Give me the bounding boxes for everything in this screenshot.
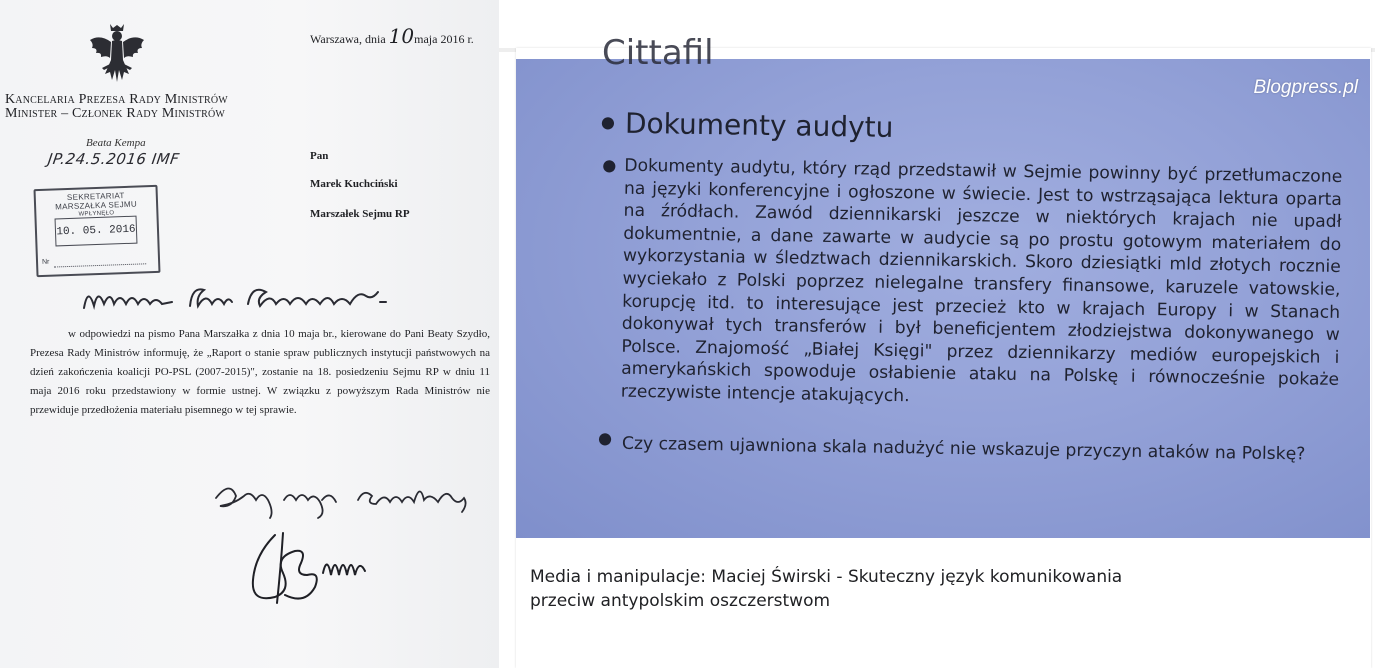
caption-line-2: przeciw antypolskim oszczerstwom [530, 591, 831, 611]
date-prefix: Warszawa, dnia [310, 32, 386, 46]
recipient-name: Marek Kuchciński [310, 178, 398, 190]
stamp-date: 10. 05. 2016 [55, 216, 138, 247]
bullet-icon: ● [597, 428, 613, 448]
presentation-slide-photo[interactable] [516, 33, 1370, 538]
slide-bullet-2-text: Czy czasem ujawniona skala nadużyć nie wskazuje przyczyn ataków na Polskę? [621, 433, 1306, 465]
slide-bullet-1-text: Dokumenty audytu, który rząd przedstawił w Sejmie powinny być przetłumaczone na języki konferencyjne i ogłoszone w świecie. Jest to wstrząsająca lektura oparta na źródłach. Zawód dziennikarski jeszcze w niektórych krajach nie upadł dokumentnie, a dane zawarte w audycie są po prostu gotowym materiałem do wykorzystania w śledztwach dziennikarskich. Skoro dziesiątki mld złotych rocznie wyciekało z Polski poprzez nielegalne transfery finansowe, karuzele vatowskie, korupcję itd. to interesujące jest przecież kto w krajach Europy i w Stanach dokonywał tych transferów i był beneficjentem złodziejstwa dokonywanego w Polsce. Znajomość „Białej Księgi" przez dziennikarzy mediów europejskich i amerykańskich spowoduje osłabienie ataku na Polskę i równocześnie pokaże rzeczywiste intencje atakujących. [620, 155, 1343, 407]
reference-number: JP.24.5.2016 IMF [46, 150, 181, 168]
caption-line-1: Media i manipulacje: Maciej Świrski - Skuteczny język komunikowania [530, 567, 1123, 587]
minister-name: Beata Kempa [86, 137, 146, 149]
bullet-icon: ● [600, 112, 616, 132]
letter-scan [0, 0, 499, 668]
stamp-received-label: WPŁYNĘŁO [78, 210, 115, 218]
date-suffix: maja 2016 r. [414, 32, 474, 46]
stamp-nr-label: Nr [41, 258, 50, 266]
slide-bullet-1 [599, 154, 1343, 414]
polish-eagle-emblem-icon [88, 22, 146, 84]
stamp-heading: SEKRETARIAT MARSZAŁKA SEJMU WPŁYNĘŁO [44, 190, 149, 221]
office-name: Kancelaria Prezesa Rady Ministrów [5, 92, 228, 107]
handwritten-signature [235, 525, 405, 610]
slide-cut-title: Cittafil [602, 33, 714, 73]
bullet-icon: ● [602, 155, 617, 175]
date-day-handwritten: 10 [388, 24, 415, 48]
handwritten-salutation [80, 278, 480, 318]
article-caption-link[interactable] [530, 565, 1350, 613]
office-subtitle: Minister – Członek Rady Ministrów [5, 106, 226, 121]
slide-heading-text: Dokumenty audytu [624, 106, 894, 144]
recipient-title: Marszałek Sejmu RP [310, 208, 410, 220]
letter-body [30, 325, 490, 420]
slide-content [508, 59, 1369, 551]
letter-body-paragraph: w odpowiedzi na pismo Pana Marszałka z dnia 10 maja br., kierowane do Pani Beaty Szydło, Prezesa Rady Ministrów informuję, że „Raport o stanie spraw publicznych instytucji państwowych na dzień zakończenia koalicji PO-PSL (2007-2015)", zostanie na 18. posiedzeniu Sejmu RP w dniu 11 maja 2016 roku przedstawiony w formie ustnej. W związku z powyższym Rada Ministrów nie przewiduje przedłożenia materiału pisemnego w tej sprawie. [30, 328, 490, 416]
slide-heading [601, 106, 894, 144]
blogpress-watermark: Blogpress.pl [1253, 77, 1358, 98]
slide-bullet-2 [597, 428, 1338, 466]
handwritten-closing [210, 478, 490, 522]
letter-date [310, 24, 474, 48]
recipient-salutation: Pan [310, 150, 329, 162]
received-stamp [34, 185, 161, 277]
